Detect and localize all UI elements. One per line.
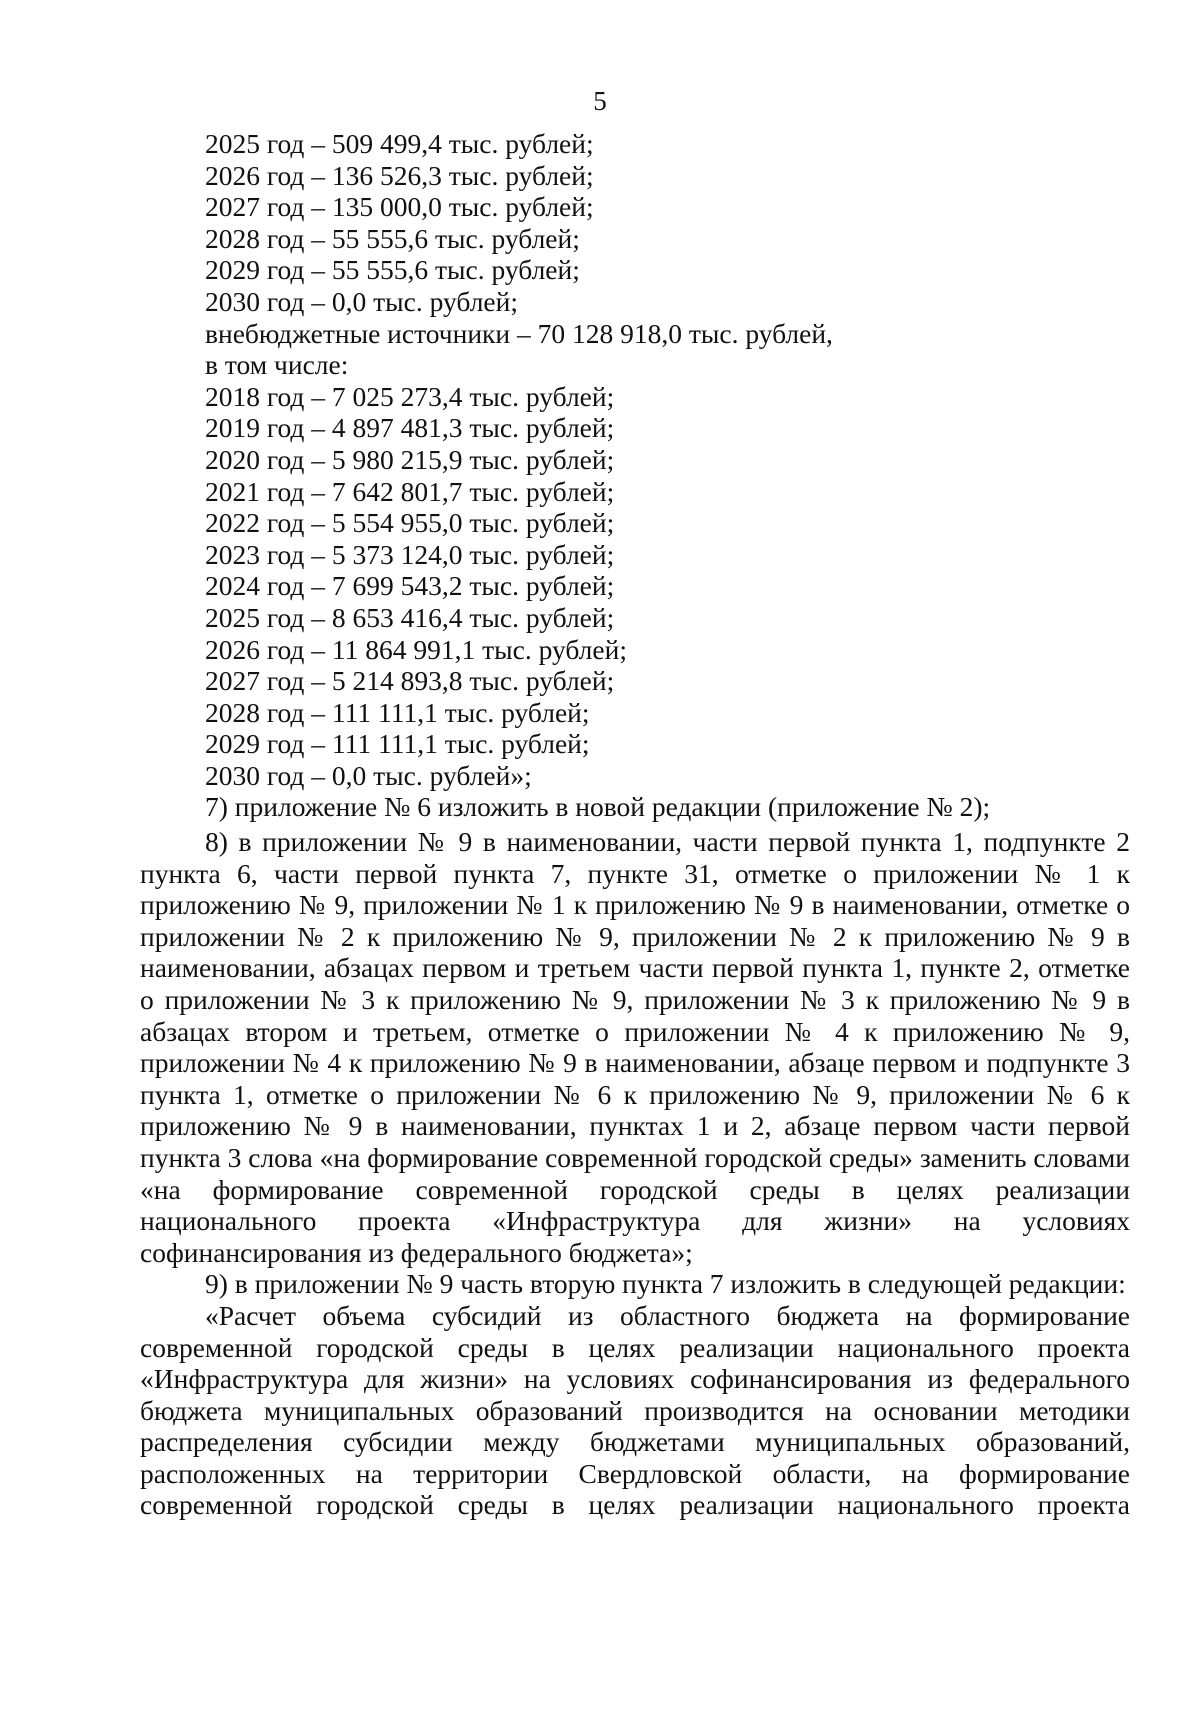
list-line: 2030 год – 0,0 тыс. рублей»; — [205, 759, 532, 791]
list-line: 7) приложение № 6 изложить в новой редакции (приложение № 2); — [205, 791, 991, 823]
page-number: 5 — [593, 86, 607, 116]
list-line: 2022 год – 5 554 955,0 тыс. рублей; — [205, 507, 615, 539]
list-line: 2027 год – 135 000,0 тыс. рублей; — [205, 191, 594, 223]
list-line: 2018 год – 7 025 273,4 тыс. рублей; — [205, 380, 615, 412]
list-line: 2028 год – 111 111,1 тыс. рублей; — [205, 696, 590, 728]
body-text — [140, 826, 1130, 1521]
list-line: 2023 год – 5 373 124,0 тыс. рублей; — [205, 538, 615, 570]
list-line: 2024 год – 7 699 543,2 тыс. рублей; — [205, 570, 615, 602]
list-line: 2025 год – 8 653 416,4 тыс. рублей; — [205, 601, 615, 633]
list-line: 2029 год – 111 111,1 тыс. рублей; — [205, 728, 590, 760]
paragraph-quoted-text: «Расчет объема субсидий из областного бюджета на формирование современной городской среды в целях реализации национального проекта «Инфраструктура для жизни» на условиях софинансирования из федерального бюджета муниципальных образований производится на основании методики распределения субсидии между бюджетами муниципальных образований, расположенных на территории Свердловской области, на формирование современной городской среды в целях реализации национального проекта — [140, 1299, 1130, 1521]
list-line: 2026 год – 11 864 991,1 тыс. рублей; — [205, 633, 627, 665]
list-line: 2021 год – 7 642 801,7 тыс. рублей; — [205, 475, 615, 507]
list-line: 2026 год – 136 526,3 тыс. рублей; — [205, 159, 594, 191]
list-line: 2027 год – 5 214 893,8 тыс. рублей; — [205, 665, 615, 697]
list-line: 2030 год – 0,0 тыс. рублей; — [205, 285, 518, 317]
list-line: внебюджетные источники – 70 128 918,0 тыс. рублей, — [205, 317, 833, 349]
paragraph-item-9: 9) в приложении № 9 часть вторую пункта 7 изложить в следующей редакции: — [205, 1268, 1126, 1300]
funding-list — [205, 128, 990, 823]
list-line: в том числе: — [205, 349, 349, 381]
list-line: 2025 год – 509 499,4 тыс. рублей; — [205, 128, 594, 159]
list-line: 2019 год – 4 897 481,3 тыс. рублей; — [205, 412, 615, 444]
paragraph-item-8: 8) в приложении № 9 в наименовании, части первой пункта 1, подпункте 2 пункта 6, части первой пункта 7, пункте 31, отметке о приложении № 1 к приложению № 9, приложении № 1 к приложению № 9 в наименовании, отметке о приложении № 2 к приложению № 9, приложении № 2 к приложению № 9 в наименовании, абзацах первом и третьем части первой пункта 1, пункте 2, отметке о приложении № 3 к приложению № 9, приложении № 3 к приложению № 9 в абзацах втором и третьем, отметке о приложении № 4 к приложению № 9, приложении № 4 к приложению № 9 в наименовании, абзаце первом и подпункте 3 пункта 1, отметке о приложении № 6 к приложению № 9, приложении № 6 к приложению № 9 в наименовании, пунктах 1 и 2, абзаце первом части первой пункта 3 слова «на формирование современной городской среды» заменить словами «на формирование современной городской среды в целях реализации национального проекта «Инфраструктура для жизни» на условиях софинансирования из федерального бюджета»; — [140, 826, 1130, 1268]
list-line: 2028 год – 55 555,6 тыс. рублей; — [205, 222, 580, 254]
list-line: 2029 год – 55 555,6 тыс. рублей; — [205, 254, 580, 286]
list-line: 2020 год – 5 980 215,9 тыс. рублей; — [205, 443, 615, 475]
